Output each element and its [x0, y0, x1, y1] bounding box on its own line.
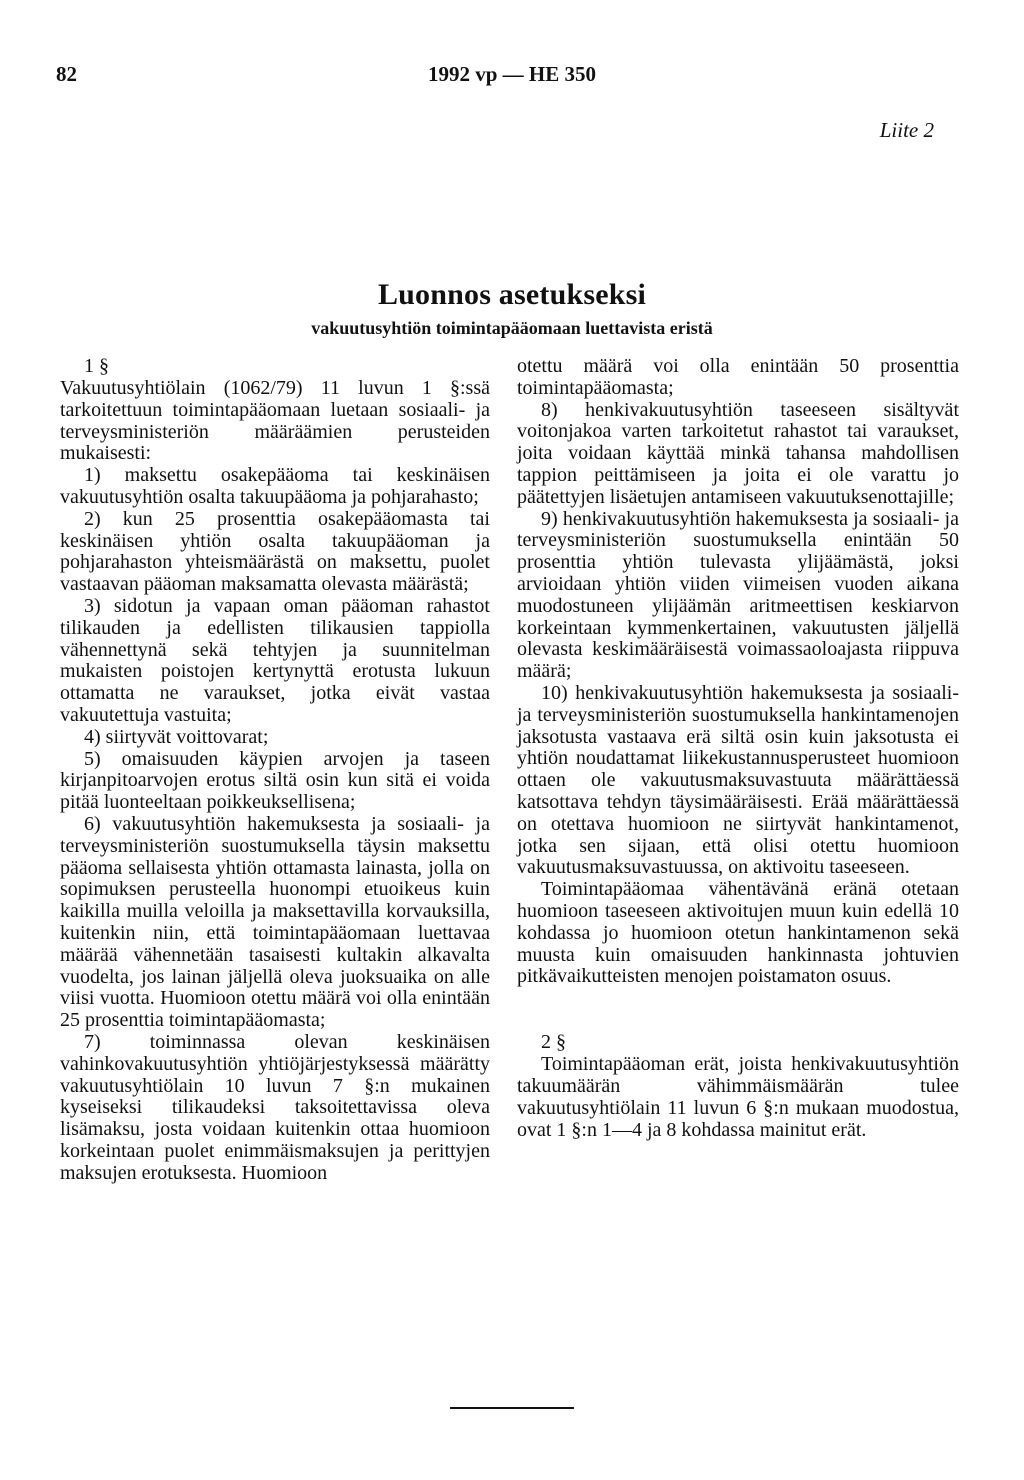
paragraph: 4) siirtyvät voittovarat;	[84, 725, 269, 748]
left-column	[60, 356, 490, 1184]
right-column	[517, 356, 959, 1141]
paragraph: 2) kun 25 prosenttia osakepääomasta tai keskinäisen yhtiön osalta takuupääoman ja pohjarahaston yhteismäärästä on maksettu, puolet vastaavan pääoman maksamatta olevasta määrästä;	[60, 507, 490, 596]
paragraph: Vakuutusyhtiölain (1062/79) 11 luvun 1 §:ssä tarkoitettuun toimintapääomaan luetaan sosiaali- ja terveysministeriön määräämien perusteiden mukaisesti:	[60, 377, 490, 465]
paragraph: 9) henkivakuutusyhtiön hakemuksesta ja sosiaali- ja terveysministeriön suostumuksella enintään 50 prosenttia yhtiön tulevasta ylijäämästä, joksi arvioidaan yhtiön viiden viimeisen vuoden aikana muodostuneen ylijäämän aritmeettisen keskiarvon korkeintaan kymmenkertainen, vakuutusten jäljellä olevasta keskimääräisestä voimassaoloajasta riippuva määrä;	[517, 507, 959, 683]
paragraph: otettu määrä voi olla enintään 50 prosenttia toimintapääomasta;	[517, 355, 959, 399]
paragraph: 1) maksettu osakepääoma tai keskinäisen vakuutusyhtiön osalta takuupääoma ja pohjarahasto;	[60, 464, 490, 508]
paragraph: 8) henkivakuutusyhtiön taseeseen sisältyvät voitonjakoa varten tarkoitetut rahastot tai varaukset, joita voidaan käyttää minkä tahansa mahdollisen tappion peittämiseen ja joita ei ole varattu jo päätettyjen lisäetujen antamiseen vakuutuksenottajille;	[517, 398, 959, 508]
paragraph: Toimintapääoman erät, joista henkivakuutusyhtiön takuumäärän vähimmäismäärän tulee vakuutusyhtiölain 11 luvun 6 §:n mukaan muodostua, ovat 1 §:n 1—4 ja 8 kohdassa mainitut erät.	[517, 1053, 959, 1141]
appendix-label: Liite 2	[879, 118, 934, 142]
paragraph: 6) vakuutusyhtiön hakemuksesta ja sosiaali- ja terveysministeriön suostumuksella täysin maksettu pääoma sellaisesta yhtiön ottamasta lainasta, jolla on sopimuksen perusteella huonompi etuoikeus kuin kaikilla muilla veloilla ja maksettavilla korvauksilla, kuitenkin niin, että toimintapääomaan luettavaa määrää vähennetään tasaisesti kultakin alkavalta vuodelta, jos lainan jäljellä oleva juoksuaika on alle viisi vuotta. Huomioon otettu määrä voi olla enintään 25 prosenttia toimintapääomasta;	[60, 812, 490, 1032]
running-head: 1992 vp — HE 350	[427, 62, 597, 86]
paragraph: 3) sidotun ja vapaan oman pääoman rahastot tilikauden ja edellisten tilikausien tappiolla vähennettynä sekä tehtyjen ja suunnitelman mukaisten poistojen kertynyttä erotusta lukuun ottamatta ne varaukset, jotka eivät vastaa vakuutettuja vastuita;	[60, 594, 490, 726]
document-title: Luonnos asetukseksi	[377, 278, 647, 311]
paragraph: 7) toiminnassa olevan keskinäisen vahinkovakuutusyhtiön yhtiöjärjestyksessä määrätty vakuutusyhtiölain 10 luvun 7 §:n mukainen kyseiseksi tilikaudeksi taksoitettavissa oleva lisämaksu, josta voidaan kuitenkin ottaa huomioon korkeintaan puolet enimmäismaksujen ja perittyjen maksujen erotuksesta. Huomioon	[60, 1030, 490, 1184]
section-1-heading: 1 §	[84, 355, 109, 377]
page-number: 82	[56, 62, 77, 86]
paragraph: Toimintapääomaa vähentävänä eränä otetaan huomioon taseeseen aktivoitujen muun kuin edellä 10 kohdassa jo huomioon otetun hankintamenon sekä muusta kuin omaisuuden hankinnasta johtuvien pitkävaikutteisten menojen poistamaton osuus.	[517, 878, 959, 988]
end-rule	[450, 1407, 574, 1409]
document-subtitle: vakuutusyhtiön toimintapääomaan luettavista eristä	[311, 318, 713, 338]
section-2-heading: 2 §	[541, 1031, 566, 1054]
paragraph: 10) henkivakuutusyhtiön hakemuksesta ja sosiaali- ja terveysministeriön suostumuksella hankintamenojen jaksotusta vastaava erä siltä osin kuin jaksotusta ei yhtiön noudattamat liikekustannusperusteet huomioon ottaen ole vakuutusmaksuvastuuta määrättäessä katsottava tehdyn täysimääräisesti. Erää määrättäessä on otettava huomioon ne siirtyvät hankintamenot, jotka sen sijaan, että olisi otettu huomioon vakuutusmaksuvastuussa, on aktivoitu taseeseen.	[517, 681, 959, 879]
paragraph: 5) omaisuuden käypien arvojen ja taseen kirjanpitoarvojen erotus siltä osin kun sitä ei voida pitää luonteeltaan poikkeuksellisena;	[60, 747, 490, 814]
